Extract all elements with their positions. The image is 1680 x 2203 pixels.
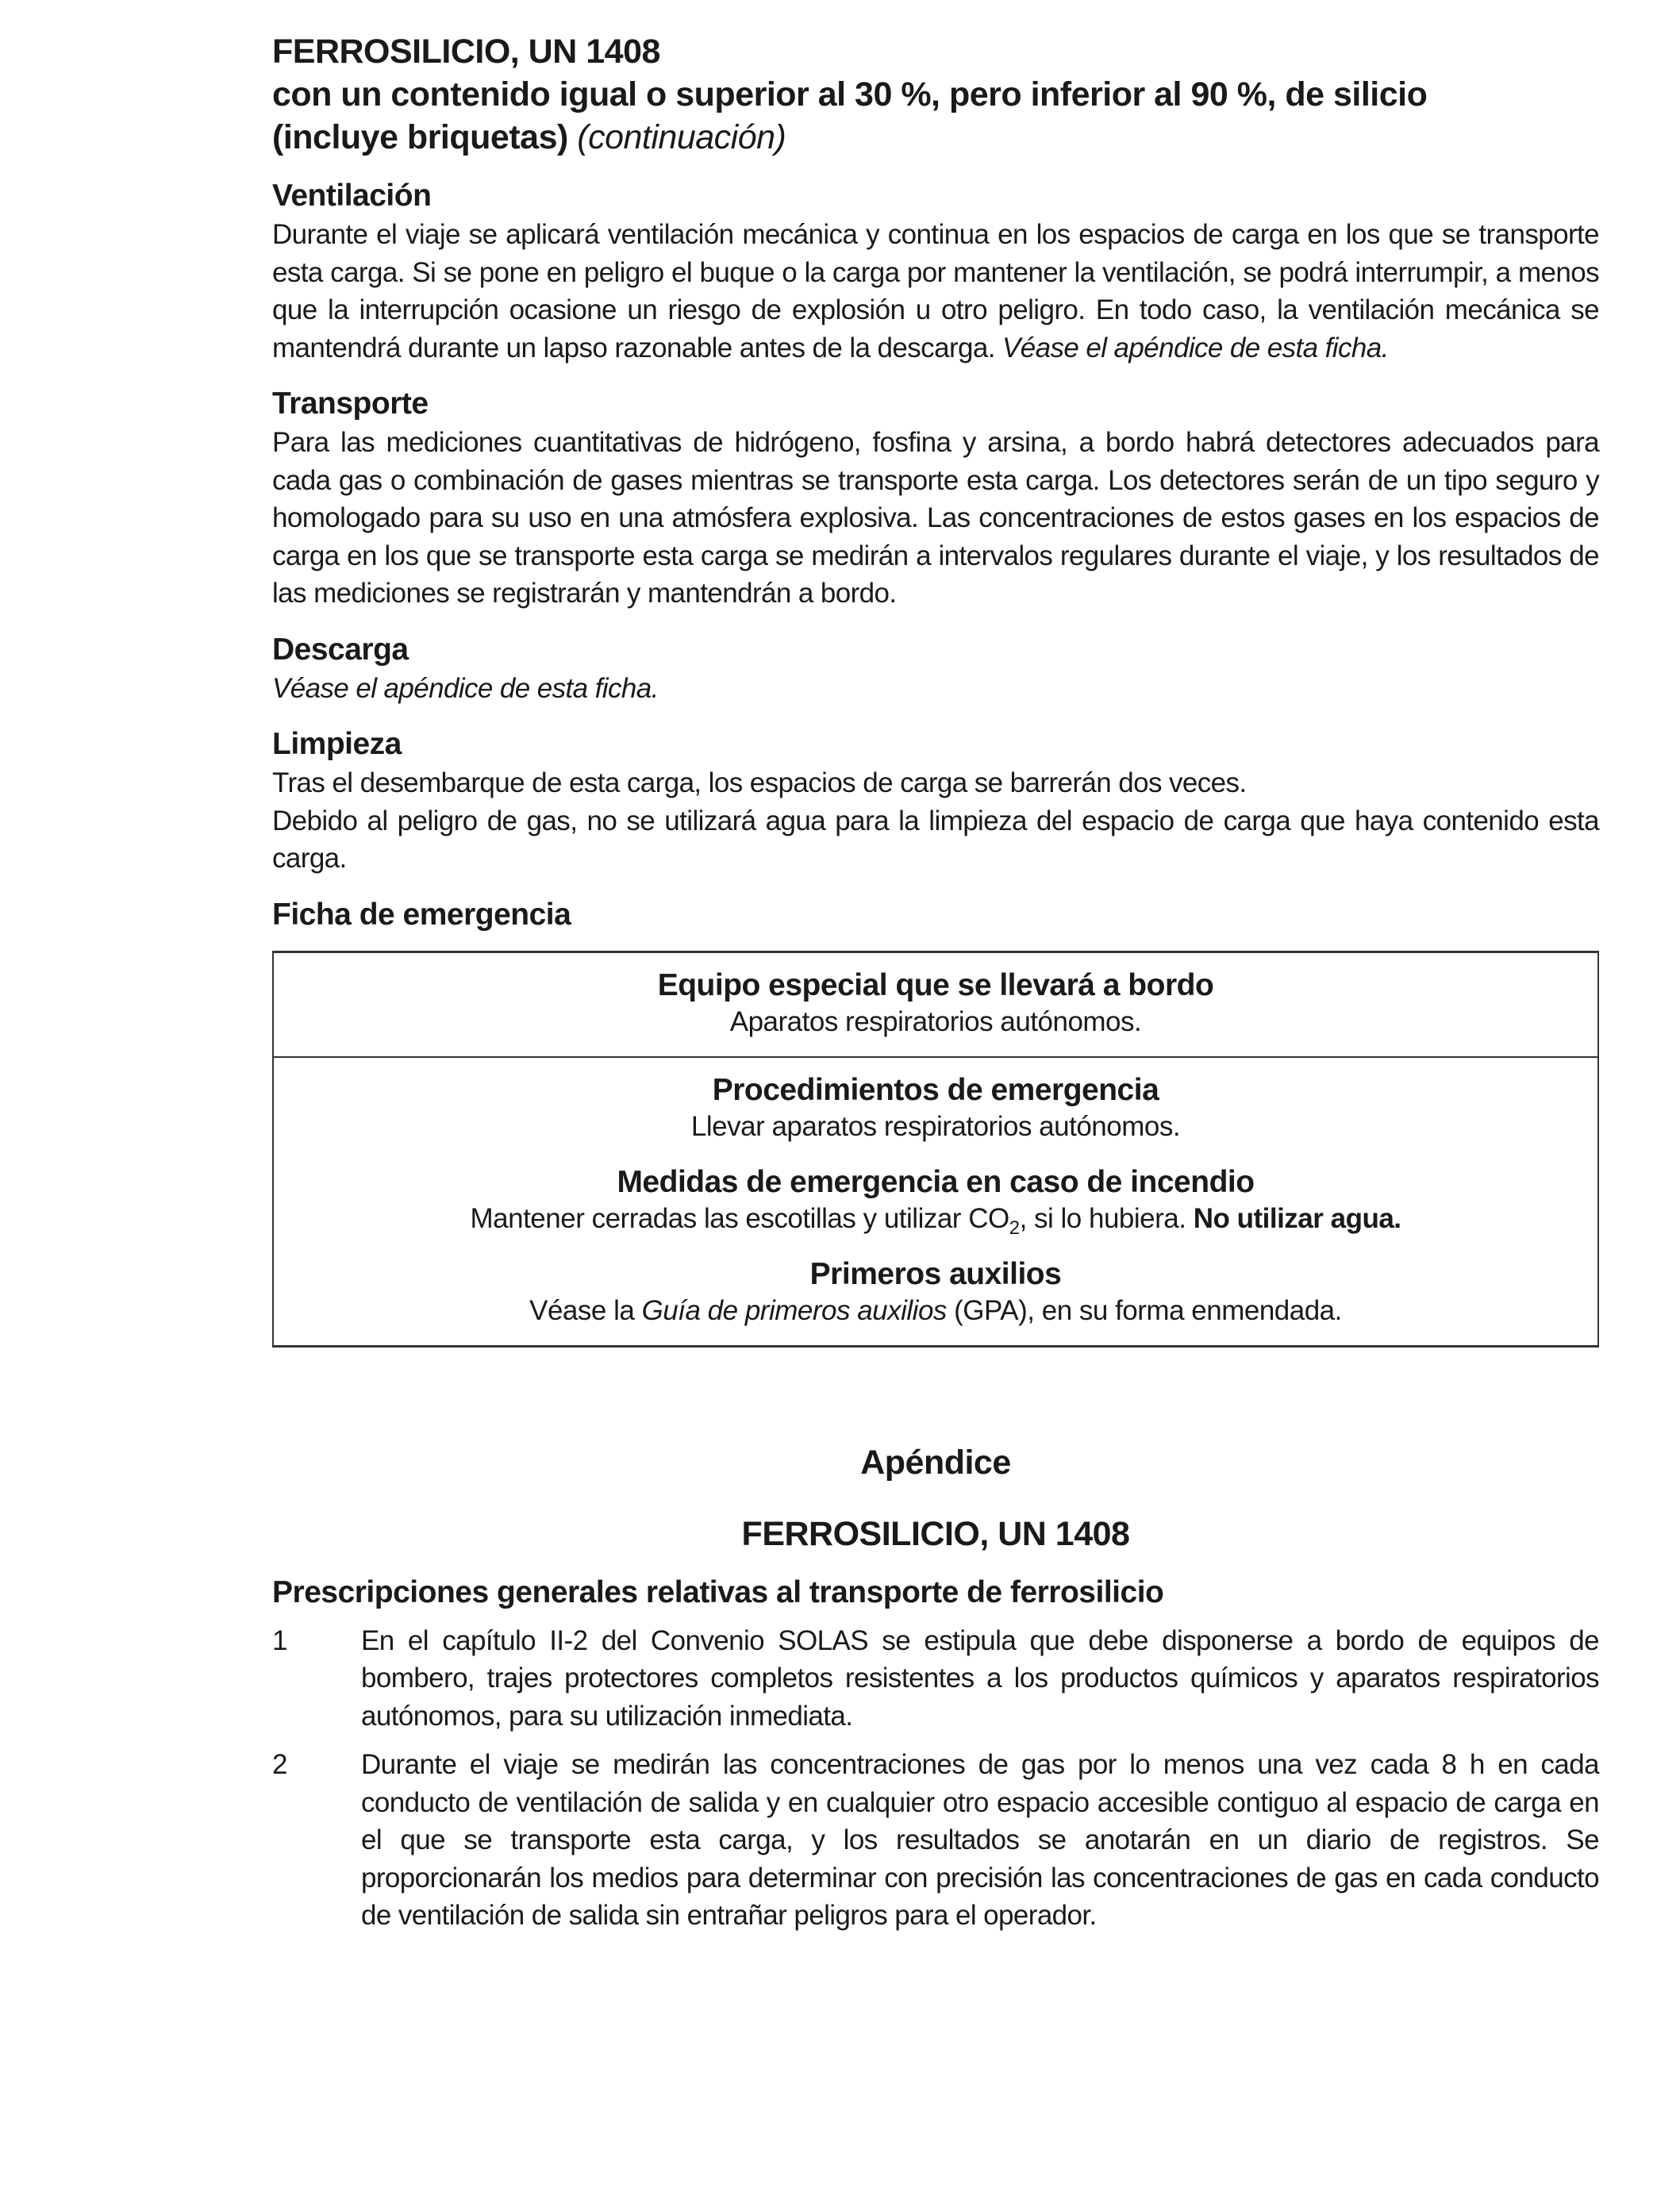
fire-warning: No utilizar agua. <box>1193 1202 1401 1234</box>
ventilacion-text: Durante el viaje se aplicará ventilación mecánica y continua en los espacios de carga en los que se transporte esta carga. Si se pone en peligro el buque o la carga por mantener la ventilación, se podrá interrumpir, a menos que la interrupción ocasione un riesgo de explosión u otro peligro. En todo caso, la ventilación mecánica se mantendrá durante un lapso razonable antes de la descarga. <box>272 219 1599 363</box>
section-descarga <box>272 632 1599 708</box>
title-briquetas: (incluye briquetas) <box>272 118 568 156</box>
fire-text-main: Mantener cerradas las escotillas y utilizar CO <box>470 1202 1009 1234</box>
first-aid-pre: Véase la <box>529 1294 635 1326</box>
title-line-2: con un contenido igual o superior al 30 %, pero inferior al 90 %, de silicio <box>272 75 1428 113</box>
appendix-section-heading: Prescripciones generales relativas al transporte de ferrosilicio <box>272 1574 1164 1609</box>
section-heading: Transporte <box>272 386 429 421</box>
appendix-subtitle: FERROSILICIO, UN 1408 <box>741 1514 1130 1553</box>
title-continuation: (continuación) <box>577 118 786 156</box>
list-item <box>272 1622 1599 1736</box>
fire-text <box>282 1201 1590 1237</box>
document-page <box>272 30 1599 1935</box>
title-line-1: FERROSILICIO, UN 1408 <box>272 33 660 71</box>
first-aid-guide: Guía de primeros auxilios <box>641 1294 947 1326</box>
fire-heading: Medidas de emergencia en caso de incendio <box>617 1164 1255 1199</box>
document-header <box>272 30 1599 159</box>
item-text: Durante el viaje se medirán las concentraciones de gas por lo menos una vez cada 8 h en cada conducto de ventilación de salida y en cualquier otro espacio accesible contiguo al espacio de carga en el que se transporte esta carga, y los resultados se anotarán en un diario de registros. Se proporcionarán los medios para determinar con precisión las concentraciones de gas en cada conducto de ventilación de salida sin entrañar peligros para el operador. <box>361 1749 1599 1931</box>
section-text: Para las mediciones cuantitativas de hidrógeno, fosfina y arsina, a bordo habrá detectores adecuados para cada gas o combinación de gases mientras se transporte esta carga. Los detectores serán de un tipo seguro y homologado para su uso en una atmósfera explosiva. Las concentraciones de estos gases en los espacios de carga en los que se transporte esta carga se medirán a intervalos regulares durante el viaje, y los resultados de las mediciones se registrarán y mantendrán a bordo. <box>272 427 1599 609</box>
section-ventilacion <box>272 178 1599 367</box>
item-text: En el capítulo II-2 del Convenio SOLAS se estipula que debe disponerse a bordo de equipos de bombero, trajes protectores completos resistentes a los productos químicos y aparatos respiratorios autónomos, para su utilización inmediata. <box>361 1624 1599 1732</box>
item-number: 2 <box>272 1749 288 1780</box>
item-number: 1 <box>272 1624 288 1656</box>
appendix-title: Apéndice <box>860 1443 1011 1482</box>
title-line-3 <box>272 116 1599 159</box>
section-text <box>272 216 1599 367</box>
procedures-text: Llevar aparatos respiratorios autónomos. <box>690 1110 1181 1142</box>
first-aid-heading: Primeros auxilios <box>809 1256 1062 1291</box>
section-limpieza <box>272 726 1599 878</box>
section-ficha-emergencia <box>272 897 1599 1348</box>
section-transporte <box>272 386 1599 613</box>
fire-text-post: , si lo hubiera. <box>1019 1202 1186 1234</box>
section-heading: Descarga <box>272 632 409 667</box>
first-aid-text <box>282 1293 1590 1329</box>
appendix <box>272 1441 1599 1935</box>
emergency-box <box>272 951 1599 1348</box>
equipment-text: Aparatos respiratorios autónomos. <box>729 1005 1142 1037</box>
equipment-heading: Equipo especial que se llevará a bordo <box>657 967 1214 1002</box>
appendix-reference: Véase el apéndice de esta ficha. <box>1001 332 1389 363</box>
list-item <box>272 1746 1599 1935</box>
section-heading: Ventilación <box>272 179 432 213</box>
section-heading: Limpieza <box>272 727 402 761</box>
co2-subscript: 2 <box>1009 1217 1020 1239</box>
emergency-procedures-cell <box>274 1056 1597 1345</box>
emergency-equipment-cell <box>274 953 1597 1056</box>
first-aid-post: (GPA), en su forma enmendada. <box>954 1294 1342 1326</box>
procedures-heading: Procedimientos de emergencia <box>712 1072 1159 1107</box>
section-text: Tras el desembarque de esta carga, los espacios de carga se barrerán dos veces. <box>272 767 1247 798</box>
appendix-reference: Véase el apéndice de esta ficha. <box>272 672 659 704</box>
section-heading: Ficha de emergencia <box>272 897 571 932</box>
section-text: Debido al peligro de gas, no se utilizará agua para la limpieza del espacio de carga que haya contenido esta carga. <box>272 805 1599 874</box>
